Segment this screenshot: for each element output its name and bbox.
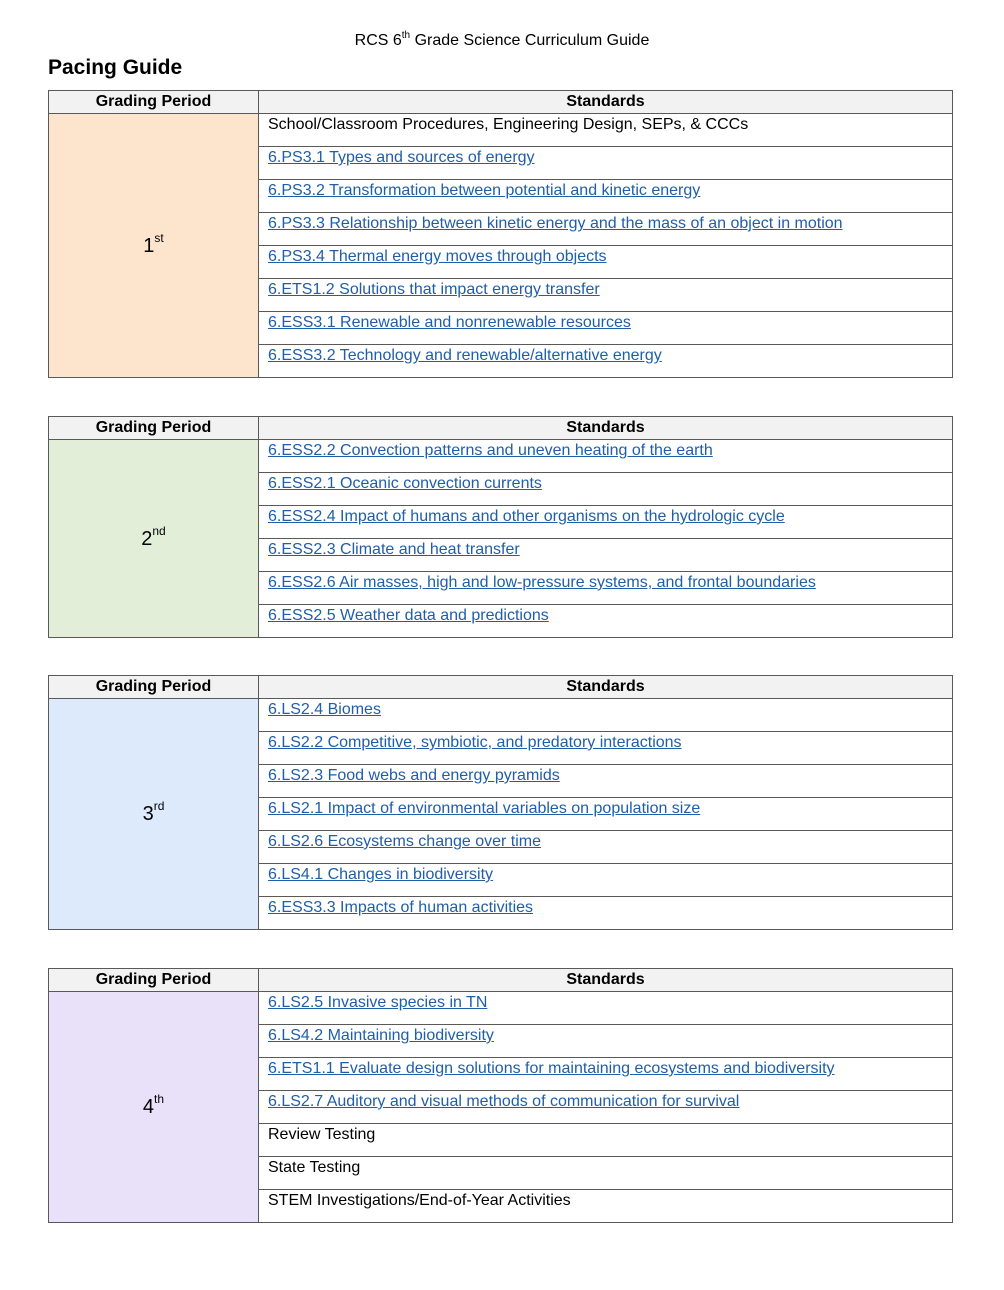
standard-cell: [259, 506, 953, 539]
document-header: [0, 30, 1004, 52]
standard-cell: [259, 279, 953, 312]
standard-cell: [259, 440, 953, 473]
standard-cell: [259, 699, 953, 732]
standard-cell: [259, 213, 953, 246]
standard-link[interactable]: 6.ESS3.2 Technology and renewable/alternative energy: [268, 347, 662, 364]
pacing-table-2: [48, 416, 953, 638]
table-row: [49, 114, 953, 147]
period-number: 2: [141, 527, 153, 550]
standard-link[interactable]: 6.PS3.2 Transformation between potential and kinetic energy: [268, 182, 701, 199]
standard-cell: [259, 1058, 953, 1091]
pacing-table-1: [48, 90, 953, 378]
standard-cell: [259, 1124, 953, 1157]
standard-link[interactable]: 6.LS2.3 Food webs and energy pyramids: [268, 767, 560, 784]
standard-cell: [259, 180, 953, 213]
standard-cell: [259, 765, 953, 798]
pacing-table-3: [48, 675, 953, 930]
period-number: 1: [143, 234, 155, 257]
standard-link[interactable]: 6.ESS2.6 Air masses, high and low-pressure systems, and frontal boundaries: [268, 574, 816, 591]
period-number: 3: [142, 803, 154, 825]
grading-period-header: Grading Period: [49, 676, 259, 699]
standard-cell: [259, 473, 953, 506]
pacing-table-4: [48, 968, 953, 1223]
standard-link[interactable]: 6.LS2.1 Impact of environmental variables on population size: [268, 800, 701, 817]
standard-cell: [259, 897, 953, 930]
standard-link[interactable]: 6.ETS1.1 Evaluate design solutions for maintaining ecosystems and biodiversity: [268, 1060, 835, 1077]
standard-link[interactable]: 6.LS2.6 Ecosystems change over time: [268, 833, 542, 850]
standard-link[interactable]: 6.ESS3.1 Renewable and nonrenewable resources: [268, 314, 631, 331]
standard-cell: [259, 732, 953, 765]
standard-cell: [259, 345, 953, 378]
standard-link[interactable]: 6.LS4.1 Changes in biodiversity: [268, 866, 494, 883]
standard-cell: [259, 992, 953, 1025]
standard-cell: [259, 831, 953, 864]
standard-link[interactable]: 6.LS2.7 Auditory and visual methods of communication for survival: [268, 1093, 740, 1110]
period-ordinal: nd: [152, 523, 166, 538]
standard-cell: [259, 312, 953, 345]
standard-text: School/Classroom Procedures, Engineering Design, SEPs, & CCCs: [268, 116, 749, 133]
standards-header: Standards: [259, 91, 953, 114]
header-prefix: RCS 6: [354, 32, 402, 49]
grading-period-cell: [49, 440, 259, 638]
standard-cell: [259, 539, 953, 572]
standard-cell: [259, 114, 953, 147]
table-row: [49, 699, 953, 732]
period-ordinal: rd: [153, 799, 165, 814]
standards-header: Standards: [259, 969, 953, 992]
period-ordinal: st: [154, 230, 164, 245]
period-number: 4: [142, 1096, 155, 1118]
standard-cell: [259, 147, 953, 180]
grading-period-cell: [49, 699, 259, 930]
standard-cell: [259, 246, 953, 279]
grading-period-cell: [49, 992, 259, 1223]
standard-cell: [259, 864, 953, 897]
standard-text: Review Testing: [268, 1126, 376, 1143]
standard-link[interactable]: 6.ESS2.4 Impact of humans and other organisms on the hydrologic cycle: [268, 508, 785, 525]
standard-link[interactable]: 6.PS3.4 Thermal energy moves through objects: [268, 248, 607, 265]
standard-cell: [259, 572, 953, 605]
grading-period-header: Grading Period: [49, 417, 259, 440]
standard-link[interactable]: 6.ESS2.2 Convection patterns and uneven heating of the earth: [268, 442, 713, 459]
standard-cell: [259, 798, 953, 831]
standard-link[interactable]: 6.PS3.1 Types and sources of energy: [268, 149, 535, 166]
standard-cell: [259, 1091, 953, 1124]
standard-cell: [259, 1025, 953, 1058]
standard-link[interactable]: 6.PS3.3 Relationship between kinetic energy and the mass of an object in motion: [268, 215, 843, 232]
standard-link[interactable]: 6.ESS2.1 Oceanic convection currents: [268, 475, 542, 492]
standard-link[interactable]: 6.ESS2.3 Climate and heat transfer: [268, 541, 520, 558]
page-title: Pacing Guide: [48, 56, 183, 79]
standard-link[interactable]: 6.LS4.2 Maintaining biodiversity: [268, 1027, 494, 1044]
standard-cell: [259, 605, 953, 638]
grading-period-header: Grading Period: [49, 969, 259, 992]
standard-link[interactable]: 6.ESS3.3 Impacts of human activities: [268, 899, 534, 916]
standard-link[interactable]: 6.ETS1.2 Solutions that impact energy transfer: [268, 281, 600, 298]
period-ordinal: th: [154, 1092, 165, 1107]
standard-link[interactable]: 6.LS2.4 Biomes: [268, 701, 381, 718]
standard-text: State Testing: [268, 1159, 361, 1176]
grading-period-cell: [49, 114, 259, 378]
standard-text: STEM Investigations/End-of-Year Activities: [268, 1192, 571, 1209]
standard-link[interactable]: 6.ESS2.5 Weather data and predictions: [268, 607, 549, 624]
standard-link[interactable]: 6.LS2.5 Invasive species in TN: [268, 994, 488, 1011]
standards-header: Standards: [259, 417, 953, 440]
table-row: [49, 440, 953, 473]
table-row: [49, 992, 953, 1025]
standards-header: Standards: [259, 676, 953, 699]
grading-period-header: Grading Period: [49, 91, 259, 114]
standard-cell: [259, 1190, 953, 1223]
standard-link[interactable]: 6.LS2.2 Competitive, symbiotic, and predatory interactions: [268, 734, 682, 751]
standard-cell: [259, 1157, 953, 1190]
header-sup: th: [401, 29, 411, 41]
header-suffix: Grade Science Curriculum Guide: [410, 32, 650, 49]
